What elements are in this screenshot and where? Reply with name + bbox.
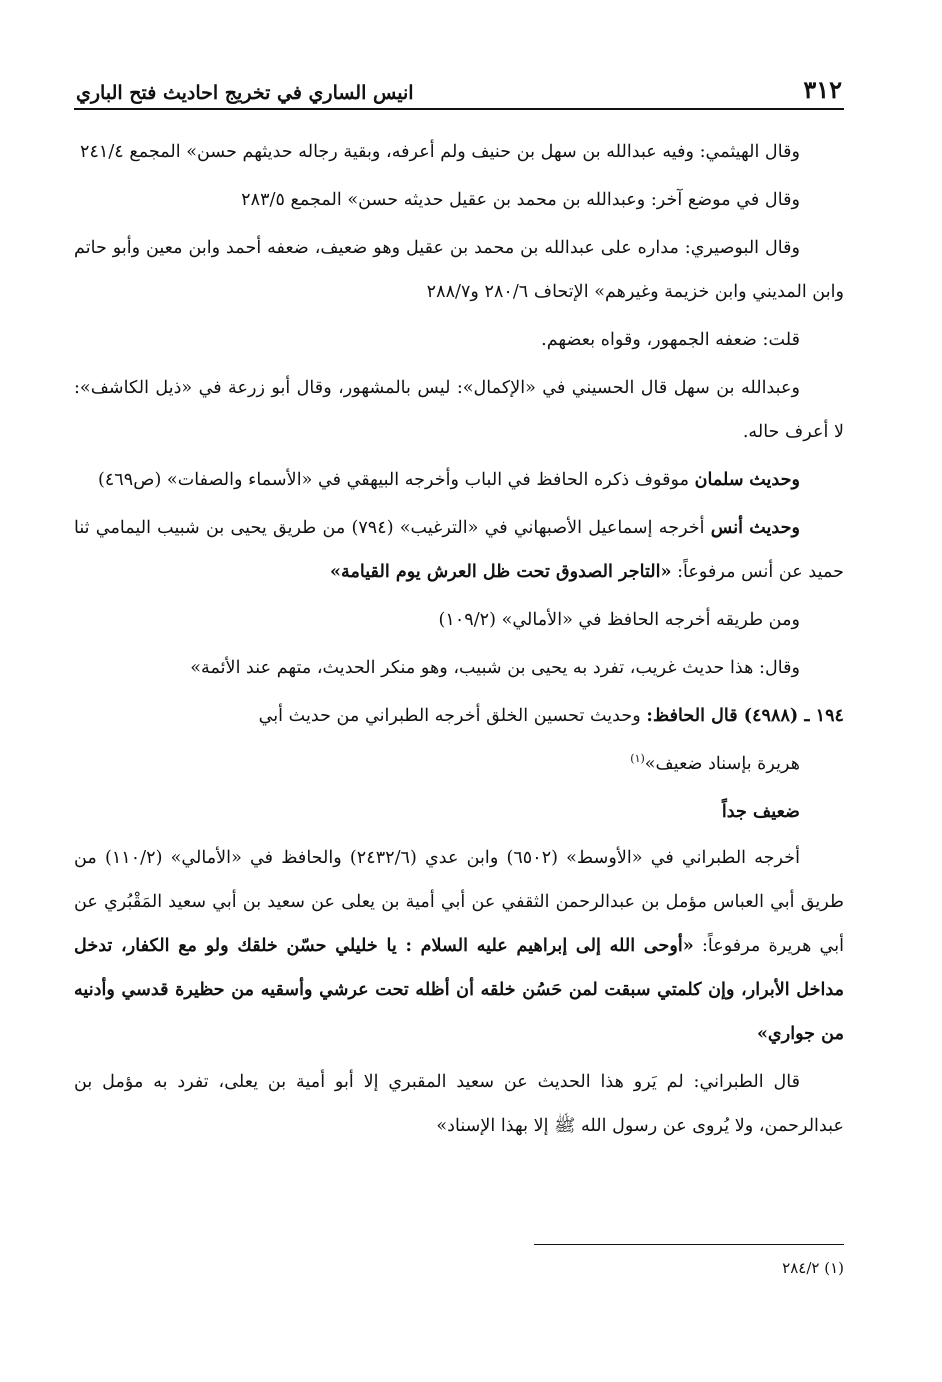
paragraph-hafiz-comment: وقال: هذا حديث غريب، تفرد به يحيى بن شبيب، وهو منكر الحديث، متهم عند الأئمة»: [190, 658, 800, 678]
page-number: ٣١٢: [803, 75, 842, 104]
paragraph-salman: [74, 458, 844, 502]
anas-prefix: وحديث: [749, 517, 800, 538]
hadith-grade: ضعيف جداً: [721, 801, 800, 822]
running-title: انيس الساري في تخريج احاديث فتح الباري: [76, 82, 414, 104]
entry-number: ١٩٤ ـ (٤٩٨٨) قال الحافظ:: [646, 705, 844, 726]
footnote-divider: [534, 1244, 844, 1245]
footnote: (١) ٢٨٤/٢: [782, 1259, 844, 1277]
book-page: [74, 70, 844, 1370]
hadith-entry-194-tail: [74, 742, 844, 786]
takhrij-hadith-quote: «أوحى الله إلى إبراهيم عليه السلام : يا خليلي حسّن خلقك ولو مع الكفار، تدخل مداخل الأبرار، وإن كلمتي سبقت لمن حَسُن خلقه أن أظله تحت عرشي وأسقيه من حظيرة قدسي وأدنيه من جواري»: [74, 935, 844, 1044]
anas-hadith-quote: «التاجر الصدوق تحت ظل العرش يوم القيامة»: [330, 561, 672, 582]
page-body: [74, 130, 844, 1148]
hadith-entry-194: [74, 694, 844, 738]
page-header: [74, 70, 844, 110]
paragraph-another-place: وقال في موضع آخر: وعبدالله بن محمد بن عقيل حديثه حسن» المجمع ٢٨٣/٥: [241, 190, 800, 210]
paragraph-haythami: وقال الهيثمي: وفيه عبدالله بن سهل بن حنيف ولم أعرفه، وبقية رجاله حديثهم حسن» المجمع ٢٤١/٤: [80, 142, 800, 162]
paragraph-anas: [74, 506, 844, 594]
anas-text: أخرجه إسماعيل الأصبهاني في «الترغيب» (٧٩٤) من طريق يحيى بن شبيب اليمامي ثنا حميد عن أنس مرفوعاً:: [74, 518, 844, 582]
paragraph-tabarani: قال الطبراني: لم يَرو هذا الحديث عن سعيد المقبري إلا أبو أمية بن يعلى، تفرد به مؤمل بن عبدالرحمن، ولا يُروى عن رسول الله ﷺ إلا بهذا الإسناد»: [74, 1072, 844, 1136]
paragraph-busiri: وقال البوصيري: مداره على عبدالله بن محمد بن عقيل وهو ضعيف، ضعفه أحمد وابن معين وأبو حاتم وابن المديني وابن خزيمة وغيرهم» الإتحاف ٢٨٠/٦ و٢٨٨/٧: [74, 238, 844, 302]
entry-tail-text: هريرة بإسناد ضعيف»: [644, 754, 800, 774]
anas-name: أنس: [710, 517, 743, 538]
footnote-reference[interactable]: (١): [630, 752, 645, 766]
salman-prefix: وحديث: [749, 469, 800, 490]
paragraph-takhrij: [74, 836, 844, 1056]
salman-text: موقوف ذكره الحافظ في الباب وأخرجه البيهقي في «الأسماء والصفات» (ص٤٦٩): [97, 470, 689, 490]
salman-name: سلمان: [694, 469, 744, 490]
entry-text: وحديث تحسين الخلق أخرجه الطبراني من حديث أبي: [258, 706, 641, 726]
paragraph-author-note: قلت: ضعفه الجمهور، وقواه بعضهم.: [541, 330, 800, 350]
paragraph-husayni: وعبدالله بن سهل قال الحسيني في «الإكمال»: ليس بالمشهور، وقال أبو زرعة في «ذيل الكاشف»: لا أعرف حاله.: [74, 378, 844, 442]
paragraph-hafiz-amali: ومن طريقه أخرجه الحافظ في «الأمالي» (١٠٩/٢): [438, 610, 800, 630]
takhrij-text: أخرجه الطبراني في «الأوسط» (٦٥٠٢) وابن عدي (٢٤٣٢/٦) والحافظ في «الأمالي» (١١٠/٢) من طريق أبي العباس مؤمل بن عبدالرحمن الثقفي عن أبي أمية بن يعلى عن سعيد بن أبي سعيد المَقْبُري عن أبي هريرة مرفوعاً:: [74, 848, 845, 956]
